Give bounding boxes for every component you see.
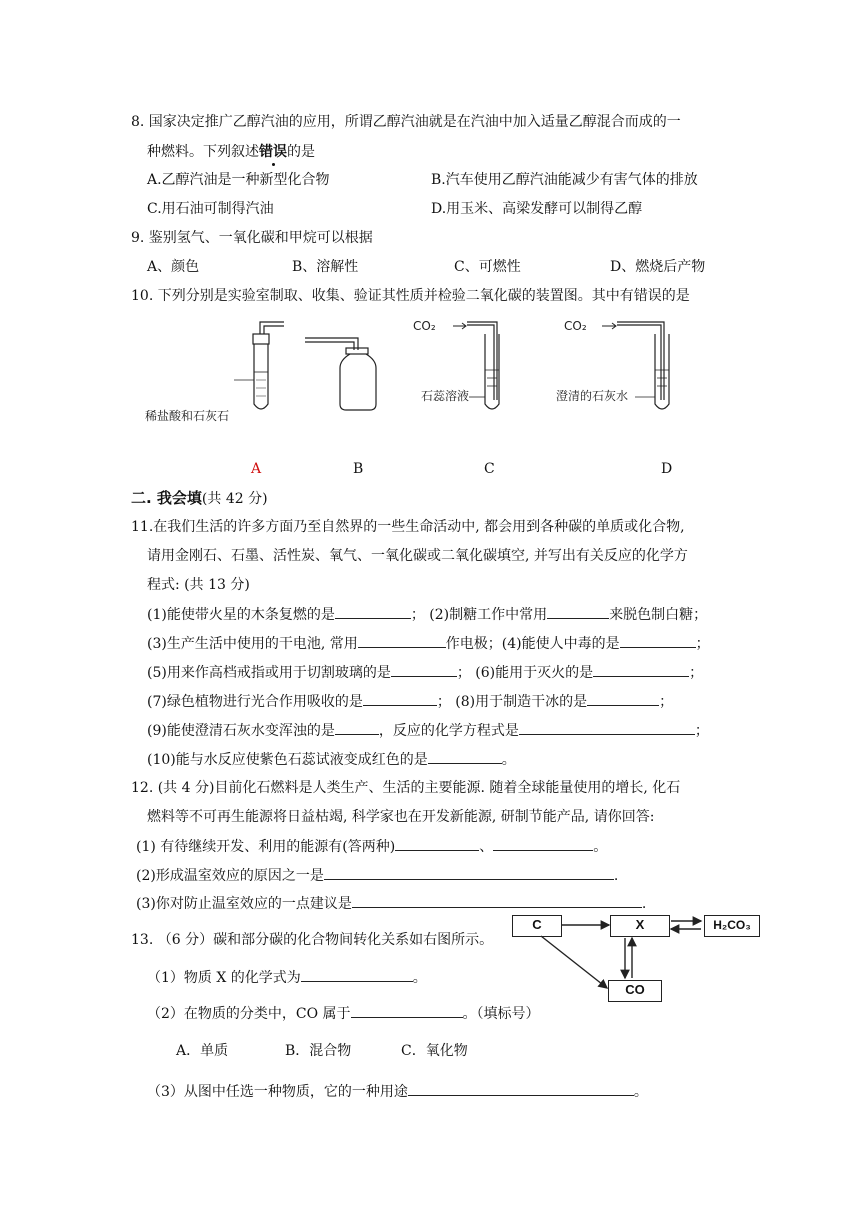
- arrow-c-to-co: [541, 936, 607, 988]
- q13-option-a: A．单质: [176, 1043, 229, 1059]
- q11-p9: (9)能使澄清石灰水变浑浊的是: [147, 723, 335, 739]
- q9-stem: 9. 鉴别氢气、一氧化碳和甲烷可以根据: [131, 230, 373, 246]
- box-h2co3: H₂CO₃: [704, 915, 760, 937]
- q10-label-c: C: [484, 461, 495, 477]
- q11-p5b: ； (6)能用于灭火的是: [456, 665, 594, 681]
- q13-s3: （3）从图中任选一种物质，它的一种用途: [147, 1084, 408, 1100]
- q11-row-5: [147, 720, 709, 741]
- q11-blank-9[interactable]: [335, 720, 379, 735]
- q13-s2: （2）在物质的分类中，CO 属于: [147, 1006, 351, 1022]
- q11-blank-1[interactable]: [335, 604, 411, 619]
- q13-option-c: C．氧化物: [401, 1043, 468, 1059]
- q13-blank-2[interactable]: [351, 1003, 463, 1018]
- apparatus-d-label: 澄清的石灰水: [556, 389, 629, 403]
- q11-blank-3[interactable]: [358, 633, 446, 648]
- q9-option-b: B、溶解性: [292, 259, 359, 275]
- q11-p8b: ；: [659, 694, 674, 710]
- q11-p3: (3)生产生活中使用的干电池, 常用: [147, 636, 358, 652]
- q9-option-a: A、颜色: [147, 259, 200, 275]
- q11-blank-8[interactable]: [587, 691, 659, 706]
- q13-option-b: B．混合物: [285, 1043, 352, 1059]
- q8-stem-end: 的是: [287, 144, 315, 160]
- q12-s3b: .: [641, 896, 647, 912]
- q12-blank-3[interactable]: [324, 865, 614, 880]
- q11-blank-10[interactable]: [428, 749, 502, 764]
- q8-option-d: D.用玉米、高梁发酵可以制得乙醇: [431, 201, 643, 217]
- q13-blank-1[interactable]: [301, 967, 413, 982]
- q13-sub-3: [147, 1081, 648, 1102]
- q11-p7b: ； (8)用于制造干冰的是: [436, 694, 588, 710]
- q10-label-b: B: [353, 461, 364, 477]
- q11-p2b: 来脱色制白糖；: [609, 607, 708, 623]
- q12-blank-2[interactable]: [493, 836, 593, 851]
- q11-p5: (5)用来作高档戒指或用于切割玻璃的是: [147, 665, 391, 681]
- apparatus-a-label: 稀盐酸和石灰石: [145, 409, 230, 423]
- q11-p6b: ；: [689, 665, 704, 681]
- q13-s2b: 。（填标号）: [462, 1006, 540, 1022]
- q12-s1b: 、: [479, 839, 494, 855]
- q11-p3b: 作电极；(4)能使人中毒的是: [445, 636, 620, 652]
- q11-p2: ； (2)制糖工作中常用: [410, 607, 548, 623]
- q11-blank-equation[interactable]: [519, 720, 695, 735]
- q11-p4b: ；: [695, 636, 710, 652]
- section-2-heading: [131, 488, 268, 509]
- q11-p9b: ，反应的化学方程式是: [378, 723, 519, 739]
- q9-option-d: D、燃烧后产物: [610, 259, 706, 275]
- q13-sub-2: [147, 1003, 540, 1024]
- q13-stem: 13. （6 分）碳和部分碳的化合物间转化关系如右图所示。: [131, 932, 494, 948]
- box-carbon: C: [512, 915, 562, 937]
- q8-option-b: B.汽车使用乙醇汽油能减少有害气体的排放: [431, 172, 698, 188]
- q9-option-c: C、可燃性: [454, 259, 521, 275]
- apparatus-b-icon: [305, 338, 376, 410]
- q13-blank-3[interactable]: [408, 1081, 634, 1096]
- apparatus-c-label: 石蕊溶液: [421, 389, 470, 403]
- q8-stem-line2: [147, 142, 315, 162]
- q11-p7: (7)绿色植物进行光合作用吸收的是: [147, 694, 363, 710]
- q8-option-a: A.乙醇汽油是一种新型化合物: [147, 172, 330, 188]
- q12-s2b: .: [613, 868, 619, 884]
- q11-row-6: [147, 749, 516, 770]
- q11-p10: (10)能与水反应使紫色石蕊试液变成红色的是: [147, 752, 428, 768]
- q11-row-3: [147, 662, 703, 683]
- q12-s1: (1) 有待继续开发、利用的能源有(答两种): [136, 839, 396, 855]
- q11-p1: (1)能使带火星的木条复燃的是: [147, 607, 335, 623]
- q11-stem-line3: 程式: (共 13 分): [147, 577, 250, 593]
- apparatus-a-icon: [234, 322, 284, 409]
- apparatus-d-co2-label: CO₂: [564, 319, 587, 333]
- section-2-score: (共 42 分): [201, 491, 268, 507]
- q11-blank-5[interactable]: [391, 662, 457, 677]
- section-2-title: 二. 我会填: [131, 489, 202, 507]
- q13-sub-1: [147, 967, 427, 988]
- q10-stem: 10. 下列分别是实验室制取、收集、验证其性质并检验二氧化碳的装置图。其中有错误的是: [131, 288, 690, 304]
- q8-emphasis-wrong: 错误: [259, 144, 287, 160]
- q11-blank-4[interactable]: [620, 633, 696, 648]
- q12-sub-2: [136, 865, 618, 886]
- q11-blank-2[interactable]: [547, 604, 609, 619]
- q12-sub-1: [136, 836, 607, 857]
- q11-stem-line2: 请用金刚石、石墨、活性炭、氧气、一氧化碳或二氧化碳填空, 并写出有关反应的化学方: [147, 548, 688, 564]
- q12-blank-4[interactable]: [352, 893, 642, 908]
- q12-stem-line1: 12. (共 4 分)目前化石燃料是人类生产、生活的主要能源. 随着全球能量使用的增长, 化石: [131, 780, 681, 796]
- q11-row-4: [147, 691, 673, 712]
- q13-s1b: 。: [412, 970, 427, 986]
- q10-label-a: A: [251, 461, 262, 477]
- q12-s3: (3)你对防止温室效应的一点建议是: [136, 896, 352, 912]
- q11-stem-line1: 11.在我们生活的许多方面乃至自然界的一些生命活动中, 都会用到各种碳的单质或化合物,: [131, 519, 685, 535]
- q13-s1: （1）物质 X 的化学式为: [147, 970, 301, 986]
- q8-option-c: C.用石油可制得汽油: [147, 201, 274, 217]
- q11-p10b: 。: [501, 752, 516, 768]
- q10-apparatus-figure: [0, 310, 860, 460]
- q12-stem-line2: 燃料等不可再生能源将日益枯竭, 科学家也在开发新能源, 研制节能产品, 请你回答:: [147, 809, 655, 825]
- q12-s2: (2)形成温室效应的原因之一是: [136, 868, 324, 884]
- q11-row-2: [147, 633, 710, 654]
- q8-stem-line1: 8. 国家决定推广乙醇汽油的应用，所谓乙醇汽油就是在汽油中加入适量乙醇混合而成的一: [131, 114, 681, 130]
- q10-label-d: D: [661, 461, 673, 477]
- q11-blank-7[interactable]: [363, 691, 437, 706]
- box-co: CO: [608, 980, 662, 1002]
- apparatus-c-co2-label: CO₂: [413, 319, 436, 333]
- box-x: X: [610, 915, 670, 937]
- q11-row-1: [147, 604, 707, 625]
- q12-blank-1[interactable]: [395, 836, 479, 851]
- q11-p9c: ；: [694, 723, 709, 739]
- q8-stem-text: 种燃料。下列叙述: [147, 144, 259, 160]
- q13-s3b: 。: [633, 1084, 648, 1100]
- q12-s1c: 。: [593, 839, 608, 855]
- q11-blank-6[interactable]: [593, 662, 689, 677]
